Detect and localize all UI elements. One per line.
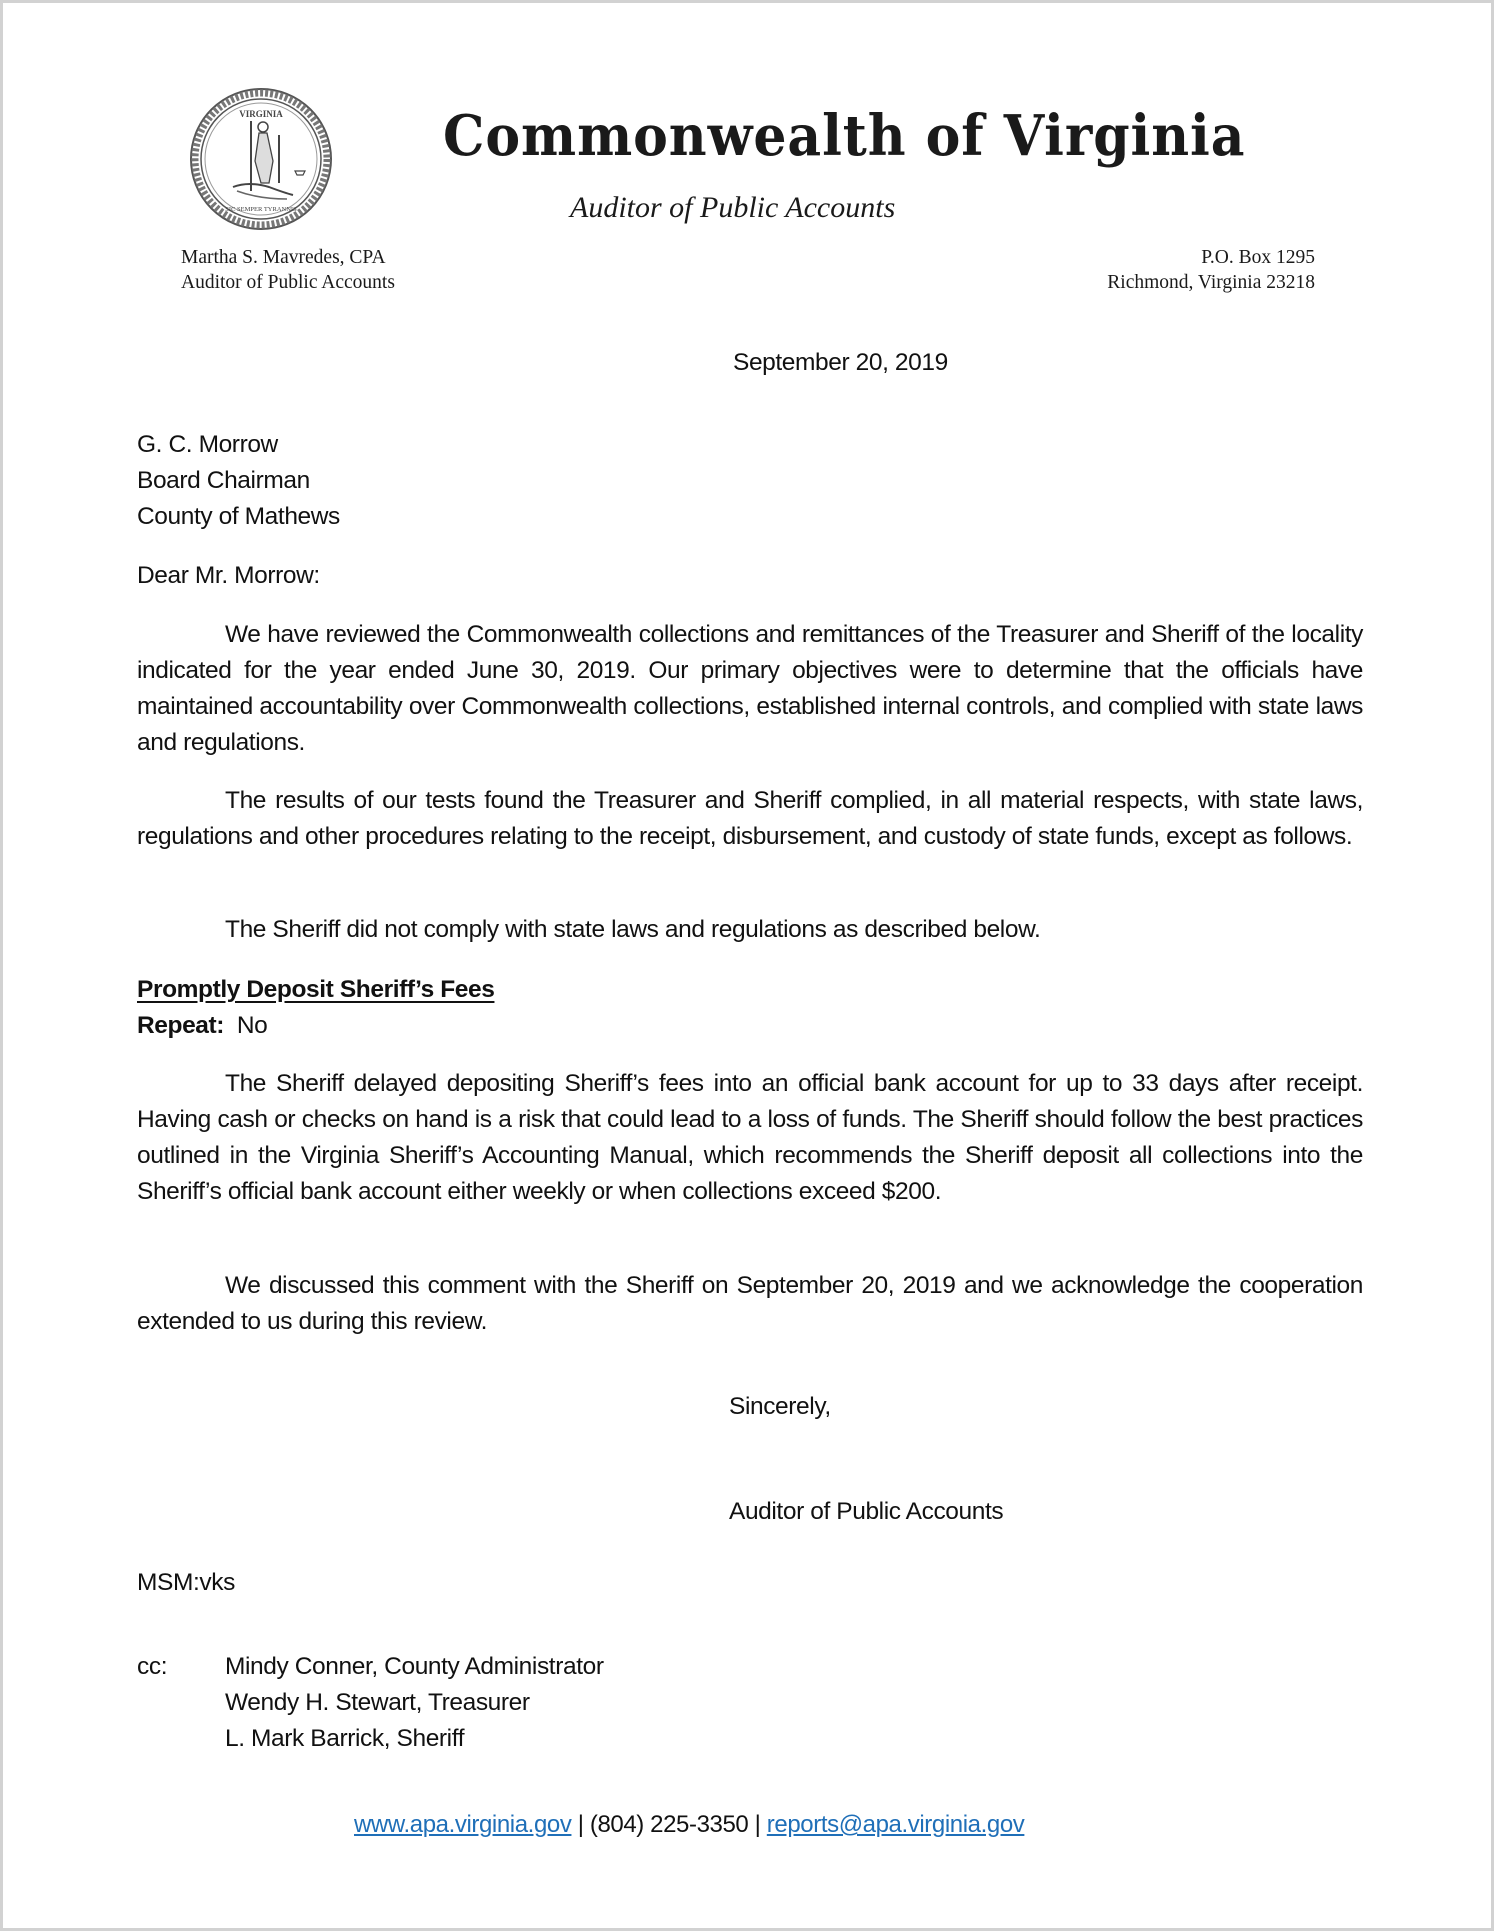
cc-recipient: Mindy Conner, County Administrator: [225, 1653, 604, 1680]
salutation: Dear Mr. Morrow:: [137, 562, 320, 589]
repeat-label: Repeat: [137, 1012, 217, 1039]
auditor-position: Auditor of Public Accounts: [181, 272, 395, 293]
finding-repeat: [137, 1008, 267, 1044]
cc-label: cc:: [137, 1653, 168, 1680]
svg-text:VIRGINIA: VIRGINIA: [239, 109, 283, 119]
auditor-block: [181, 245, 395, 295]
email-link[interactable]: reports@apa.virginia.gov: [766, 1811, 1025, 1838]
letterhead-subtitle: Auditor of Public Accounts: [570, 191, 896, 224]
letterhead-title: Commonwealth of Virginia: [443, 103, 1246, 169]
address-line-1: P.O. Box 1295: [1201, 247, 1315, 268]
signature: Auditor of Public Accounts: [729, 1498, 1004, 1525]
recipient-organization: County of Mathews: [137, 503, 340, 530]
closing-paragraph: We discussed this comment with the Sheriff on September 20, 2019 and we acknowledge the cooperation extended to us during this review.: [137, 1272, 1363, 1335]
repeat-value: No: [236, 1012, 268, 1039]
footer-phone: (804) 225-3350: [589, 1811, 749, 1838]
cc-recipient: L. Mark Barrick, Sheriff: [225, 1725, 465, 1752]
body-paragraph-3: The Sheriff did not comply with state laws and regulations as described below.: [225, 916, 1041, 943]
auditor-name: Martha S. Mavredes, CPA: [181, 247, 386, 268]
footer-separator: |: [754, 1811, 761, 1838]
virginia-seal-icon: [189, 87, 333, 231]
cc-list: [225, 1649, 604, 1757]
recipient-block: [137, 427, 340, 535]
website-link[interactable]: www.apa.virginia.gov: [354, 1811, 572, 1838]
finding-body: The Sheriff delayed depositing Sheriff’s fees into an official bank account for up to 33 days after receipt. Having cash or checks on hand is a risk that could lead to a loss of funds. The Sheriff should follow the best practices outlined in the Virginia Sheriff’s Accounting Manual, which recommends the Sheriff deposit all collections into the Sheriff’s official bank account either weekly or when collections exceed $200.: [137, 1070, 1363, 1205]
recipient-name: G. C. Morrow: [137, 431, 278, 458]
svg-text:SIC SEMPER TYRANNIS: SIC SEMPER TYRANNIS: [225, 206, 297, 213]
body-paragraph-2: The results of our tests found the Treasurer and Sheriff complied, in all material respects, with state laws, regulations and other procedures relating to the receipt, disbursement, and custody of state funds, except as follows.: [137, 787, 1363, 850]
footer-separator: |: [577, 1811, 584, 1838]
recipient-title: Board Chairman: [137, 467, 310, 494]
repeat-colon: :: [216, 1012, 225, 1039]
address-block: [1107, 245, 1315, 295]
address-line-2: Richmond, Virginia 23218: [1107, 272, 1315, 293]
closing: Sincerely,: [729, 1393, 831, 1420]
finding-heading: Promptly Deposit Sheriff’s Fees: [137, 976, 495, 1003]
initials: MSM:vks: [137, 1569, 235, 1596]
cc-recipient: Wendy H. Stewart, Treasurer: [225, 1689, 530, 1716]
body-paragraph-1: We have reviewed the Commonwealth collections and remittances of the Treasurer and Sheriff of the locality indicated for the year ended June 30, 2019. Our primary objectives were to determine that the officials have maintained accountability over Commonwealth collections, established internal controls, and complied with state laws and regulations.: [137, 621, 1363, 756]
footer: [354, 1811, 1024, 1839]
letter-date: September 20, 2019: [733, 349, 948, 376]
